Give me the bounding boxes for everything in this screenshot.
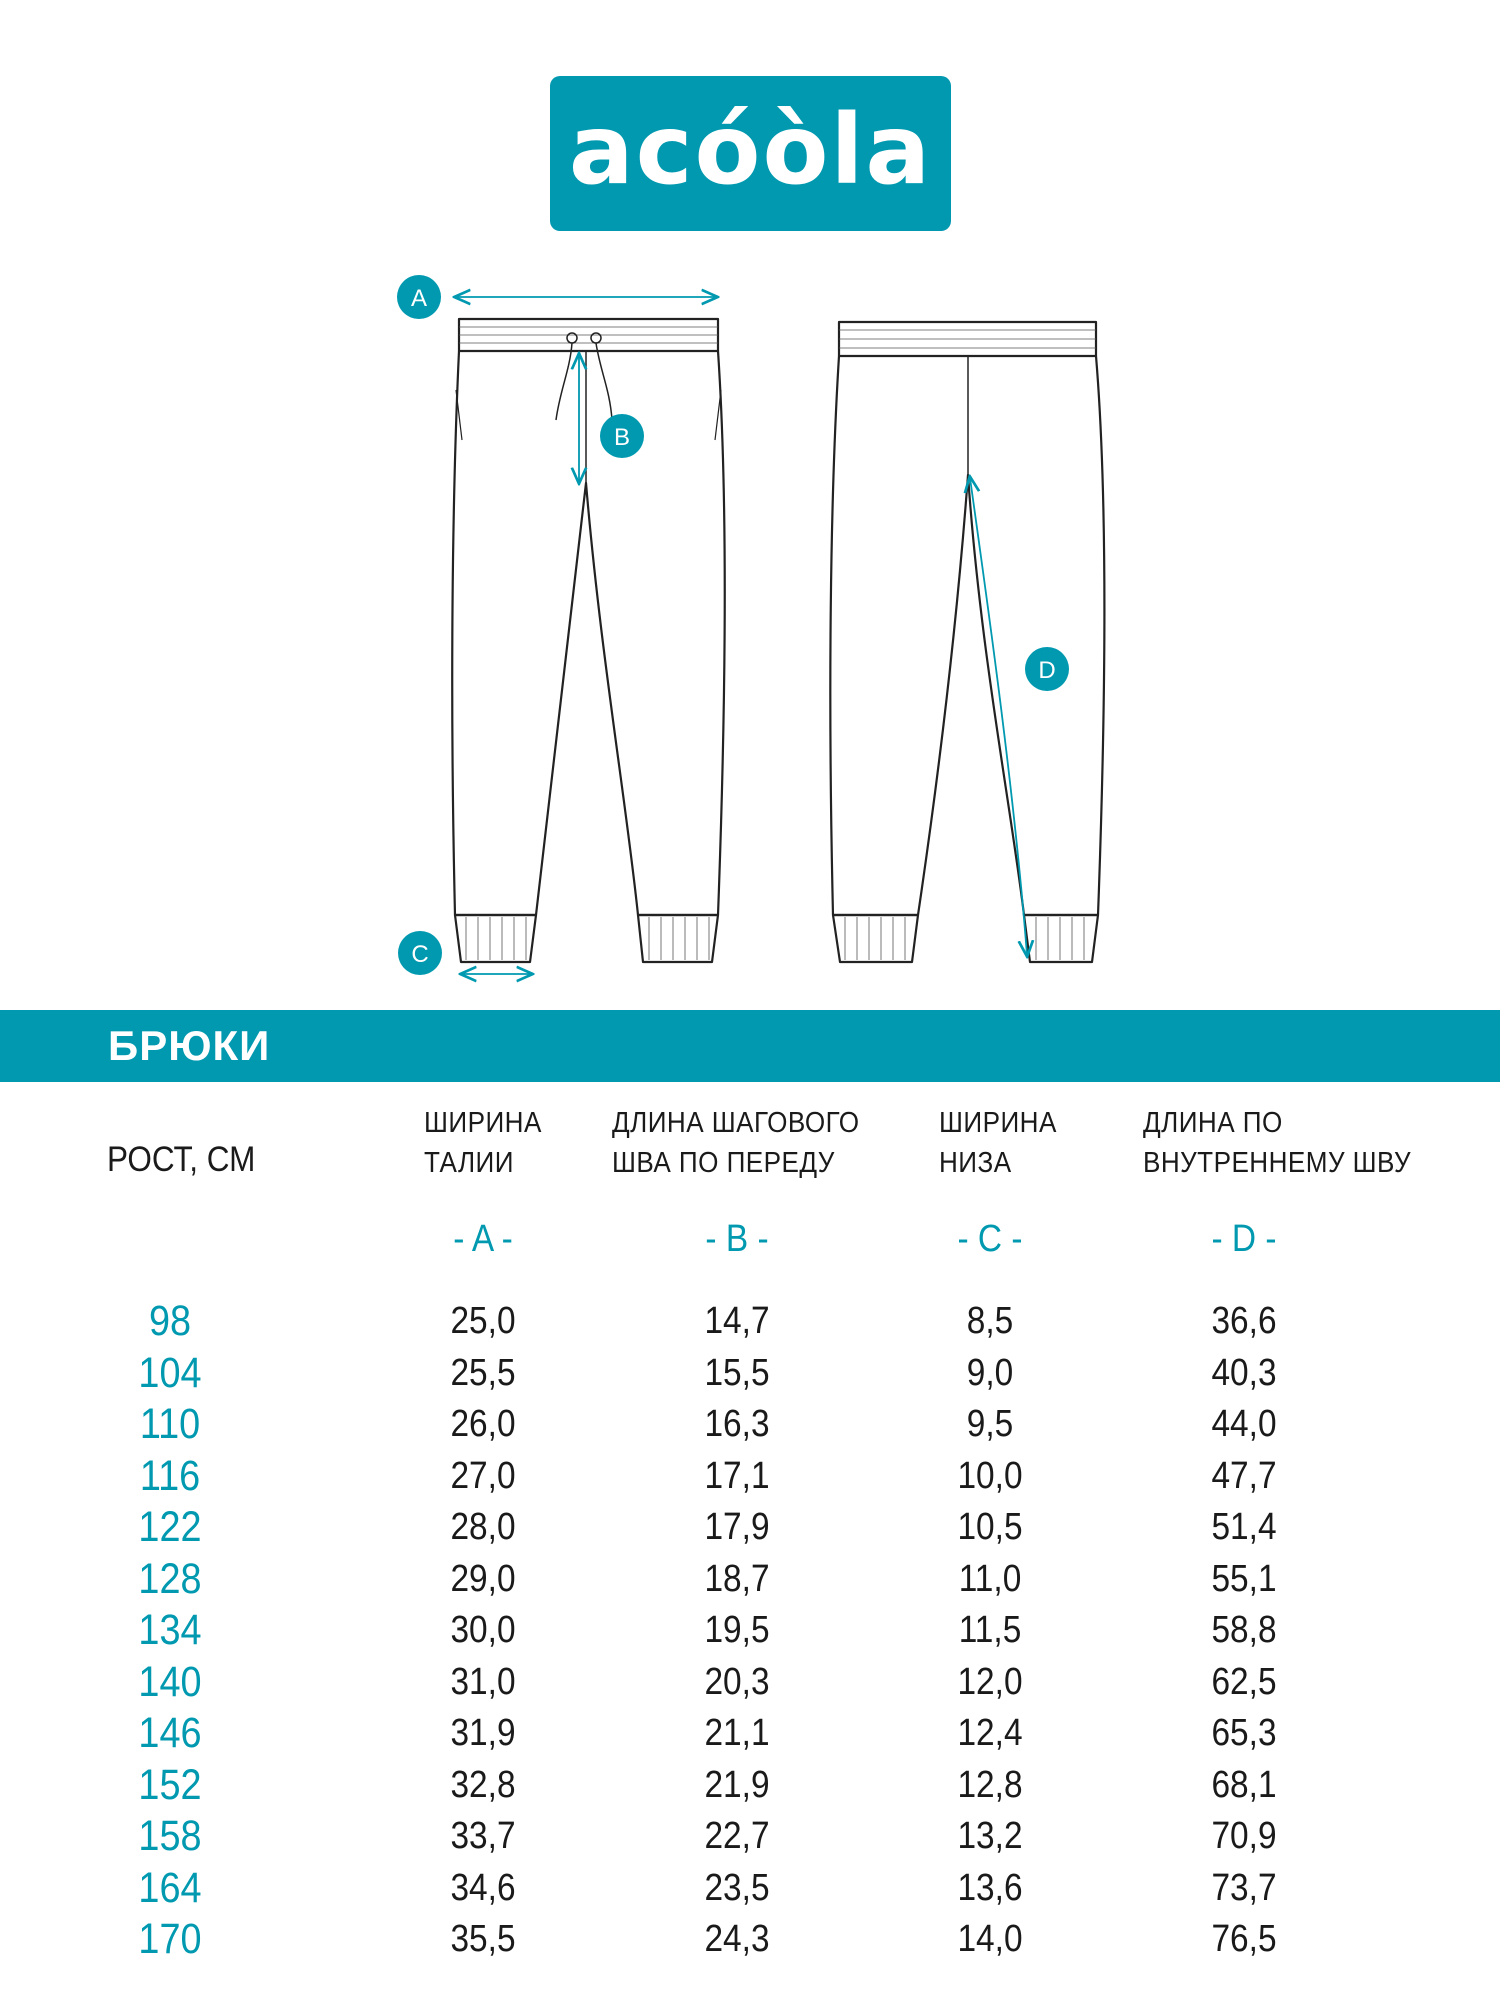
row-height-cell: 110 [139,1400,201,1448]
height-column-header: РОСТ, СМ [107,1140,256,1179]
row-waist-width-cell: 29,0 [450,1557,516,1600]
row-waist-width-cell: 32,8 [450,1763,516,1806]
column-a-label-line2: ТАЛИИ [424,1147,514,1179]
table-row [0,1348,1500,1399]
table-row [0,1399,1500,1450]
row-hem-width-cell: 11,5 [958,1609,1022,1651]
column-d-label-line1: ДЛИНА ПО [1143,1107,1283,1139]
row-inner-seam-length-cell: 58,8 [1211,1609,1277,1651]
row-inner-seam-length-cell: 44,0 [1211,1403,1277,1445]
marker-c [398,931,442,975]
row-height-cell: 98 [148,1297,192,1345]
row-waist-width-cell: 30,0 [450,1609,516,1651]
column-b-label-line1: ДЛИНА ШАГОВОГО [612,1107,860,1139]
back-view [830,322,1104,962]
column-header-b [612,1103,887,1183]
row-inseam-front-cell: 17,1 [704,1454,770,1497]
marker-b [600,414,644,458]
row-waist-width-cell: 34,6 [450,1866,516,1909]
row-inner-seam-length-cell: 36,6 [1211,1300,1277,1342]
row-height-cell: 158 [138,1812,202,1860]
row-waist-width-cell: 25,0 [450,1300,516,1342]
row-inseam-front-cell: 18,7 [704,1557,770,1600]
row-inner-seam-length-cell: 65,3 [1211,1712,1277,1754]
row-inseam-front-cell: 22,7 [704,1815,770,1857]
table-row [0,1914,1500,1965]
section-banner [0,1010,1500,1082]
row-waist-width-cell: 25,5 [450,1351,516,1394]
column-b-label-line2: ШВА ПО ПЕРЕДУ [612,1147,835,1179]
row-height-cell: 152 [138,1760,202,1809]
table-row [0,1296,1500,1347]
column-code-a: - A - [453,1218,513,1260]
column-c-label-line1: ШИРИНА [939,1107,1057,1139]
row-hem-width-cell: 9,0 [966,1351,1014,1394]
row-waist-width-cell: 31,0 [450,1660,516,1703]
row-inner-seam-length-cell: 62,5 [1211,1660,1277,1703]
row-height-cell: 164 [138,1863,202,1912]
row-hem-width-cell: 12,8 [957,1763,1023,1806]
row-waist-width-cell: 35,5 [450,1918,516,1960]
row-hem-width-cell: 10,0 [957,1454,1023,1497]
row-inseam-front-cell: 23,5 [704,1866,770,1909]
logo-wordmark: acóòla [568,94,933,206]
row-height-cell: 104 [138,1348,202,1397]
row-hem-width-cell: 8,5 [966,1300,1014,1342]
row-hem-width-cell: 9,5 [966,1403,1014,1445]
column-header-a [424,1103,555,1183]
row-hem-width-cell: 13,2 [957,1815,1023,1857]
row-inseam-front-cell: 15,5 [704,1351,770,1394]
row-inseam-front-cell: 24,3 [704,1918,770,1960]
row-height-cell: 170 [138,1915,202,1963]
svg-text:A: A [410,285,428,312]
row-inseam-front-cell: 20,3 [704,1660,770,1703]
measure-d-arrow [970,478,1027,955]
column-header-d [1143,1103,1441,1183]
row-height-cell: 140 [138,1657,202,1706]
row-height-cell: 134 [138,1606,202,1654]
row-inner-seam-length-cell: 47,7 [1211,1454,1277,1497]
row-inner-seam-length-cell: 55,1 [1211,1557,1277,1600]
marker-d [1025,647,1069,691]
row-hem-width-cell: 13,6 [957,1866,1023,1909]
table-row [0,1863,1500,1914]
row-height-cell: 122 [138,1503,202,1551]
row-inner-seam-length-cell: 76,5 [1211,1918,1277,1960]
row-hem-width-cell: 12,0 [957,1660,1023,1703]
row-inseam-front-cell: 16,3 [704,1403,770,1445]
row-waist-width-cell: 27,0 [450,1454,516,1497]
row-inseam-front-cell: 17,9 [704,1506,770,1548]
row-height-cell: 128 [138,1554,202,1603]
row-inner-seam-length-cell: 40,3 [1211,1351,1277,1394]
column-c-label-line2: НИЗА [939,1147,1012,1179]
front-view [452,319,725,962]
svg-text:D: D [1038,657,1056,684]
row-inner-seam-length-cell: 68,1 [1211,1763,1277,1806]
column-code-b: - B - [705,1218,769,1260]
marker-a [397,275,441,319]
row-hem-width-cell: 12,4 [957,1712,1023,1754]
column-code-c: - C - [957,1218,1023,1260]
row-waist-width-cell: 28,0 [450,1506,516,1548]
row-inner-seam-length-cell: 70,9 [1211,1815,1277,1857]
column-a-label-line1: ШИРИНА [424,1107,542,1139]
column-d-label-line2: ВНУТРЕННЕМУ ШВУ [1143,1147,1412,1179]
row-height-cell: 146 [138,1709,202,1757]
row-hem-width-cell: 11,0 [958,1557,1022,1600]
table-row [0,1451,1500,1502]
row-inner-seam-length-cell: 51,4 [1211,1506,1277,1548]
row-waist-width-cell: 31,9 [450,1712,516,1754]
table-row [0,1760,1500,1811]
row-inner-seam-length-cell: 73,7 [1211,1866,1277,1909]
row-hem-width-cell: 10,5 [957,1506,1023,1548]
row-waist-width-cell: 33,7 [450,1815,516,1857]
table-row [0,1502,1500,1553]
column-header-c [939,1103,1070,1183]
row-hem-width-cell: 14,0 [957,1918,1023,1960]
row-inseam-front-cell: 21,1 [704,1712,770,1754]
row-inseam-front-cell: 19,5 [704,1609,770,1651]
row-inseam-front-cell: 14,7 [704,1300,770,1342]
row-inseam-front-cell: 21,9 [704,1763,770,1806]
svg-text:C: C [411,941,429,968]
table-row [0,1554,1500,1605]
table-row [0,1811,1500,1862]
row-height-cell: 116 [139,1451,201,1500]
column-code-d: - D - [1211,1218,1277,1260]
row-waist-width-cell: 26,0 [450,1403,516,1445]
svg-text:B: B [613,424,631,451]
table-row [0,1605,1500,1656]
table-row [0,1657,1500,1708]
section-title: БРЮКИ [108,1022,271,1069]
table-row [0,1708,1500,1759]
